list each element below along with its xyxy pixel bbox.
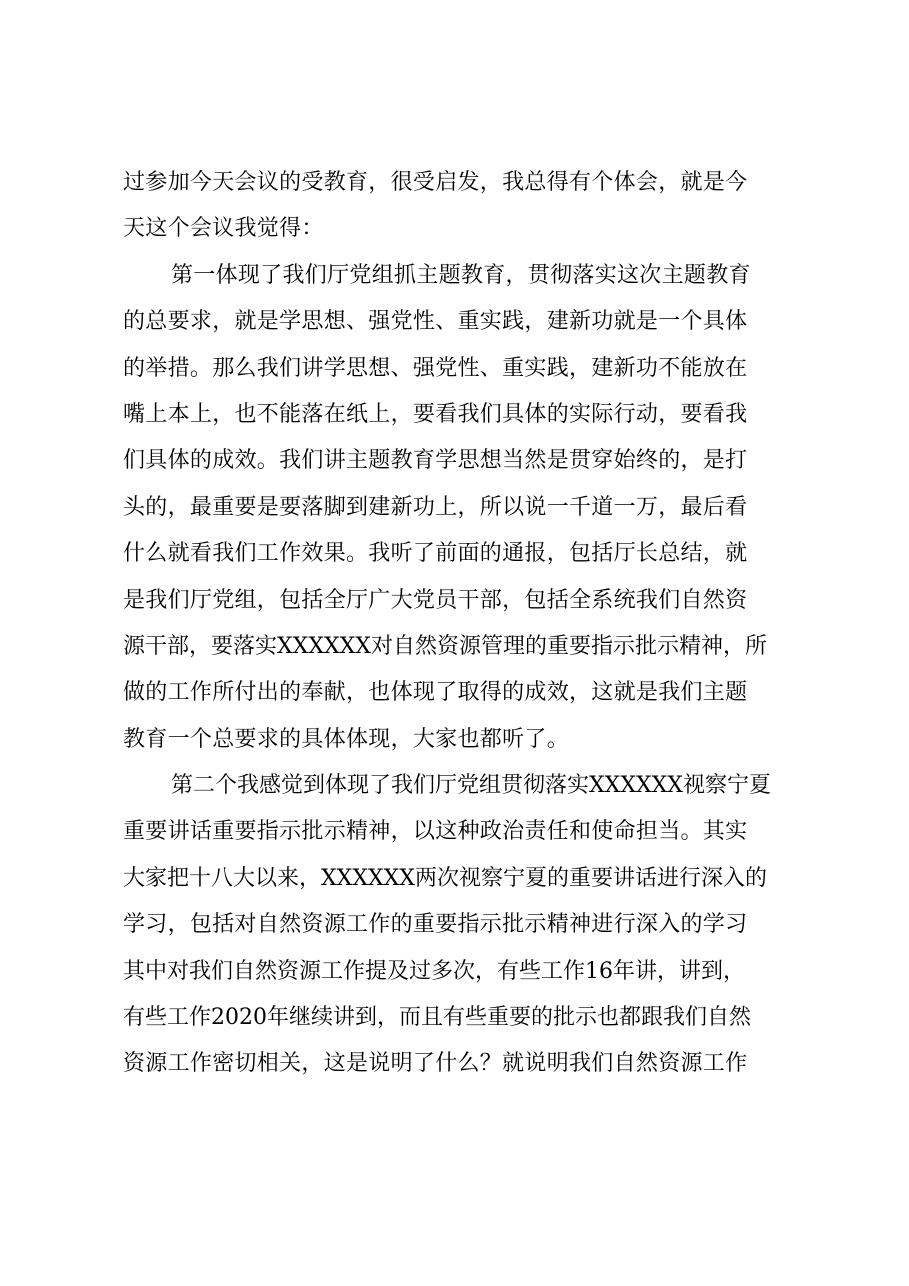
text-line: 的总要求，就是学思想、强党性、重实践，建新功就是一个具体 [123,309,748,335]
text-line: 学习，包括对自然资源工作的重要指示批示精神进行深入的学习 [123,912,748,938]
text-line: 教育一个总要求的具体体现，大家也都听了。 [123,726,570,752]
text-line: 是我们厅党组，包括全厅广大党员干部，包括全系统我们自然资 [123,587,748,613]
text-line: 重要讲话重要指示批示精神，以这种政治责任和使命担当。其实 [123,819,748,845]
text-line: 天这个会议我觉得： [123,216,324,242]
text-line: 源干部，要落实XXXXXX对自然资源管理的重要指示批示精神，所 [123,633,767,659]
text-line: 其中对我们自然资源工作提及过多次，有些工作16年讲，讲到， [123,958,745,984]
text-line: 做的工作所付出的奉献，也体现了取得的成效，这就是我们主题 [123,680,748,706]
text-line: 什么就看我们工作效果。我听了前面的通报，包括厅长总结，就 [123,541,748,567]
text-line: 大家把十八大以来，XXXXXX两次视察宁夏的重要讲话进行深入的 [123,865,767,891]
text-line: 过参加今天会议的受教育，很受启发，我总得有个体会，就是今 [123,170,748,195]
text-line: 的举措。那么我们讲学思想、强党性、重实践，建新功不能放在 [123,355,748,381]
document-body [123,160,813,1088]
text-line: 有些工作2020年继续讲到，而且有些重要的批示也都跟我们自然 [123,1005,751,1031]
text-line: 嘴上本上，也不能落在纸上，要看我们具体的实际行动，要看我 [123,401,748,427]
paragraph-start-line: 第二个我感觉到体现了我们厅党组贯彻落实XXXXXX视察宁夏 [171,773,771,799]
text-line: 们具体的成效。我们讲主题教育学思想当然是贯穿始终的，是打 [123,448,748,474]
paragraph-start-line: 第一体现了我们厅党组抓主题教育，贯彻落实这次主题教育 [171,262,751,288]
text-line: 资源工作密切相关，这是说明了什么？就说明我们自然资源工作 [123,1051,748,1077]
text-line: 头的，最重要是要落脚到建新功上，所以说一千道一万，最后看 [123,494,748,520]
